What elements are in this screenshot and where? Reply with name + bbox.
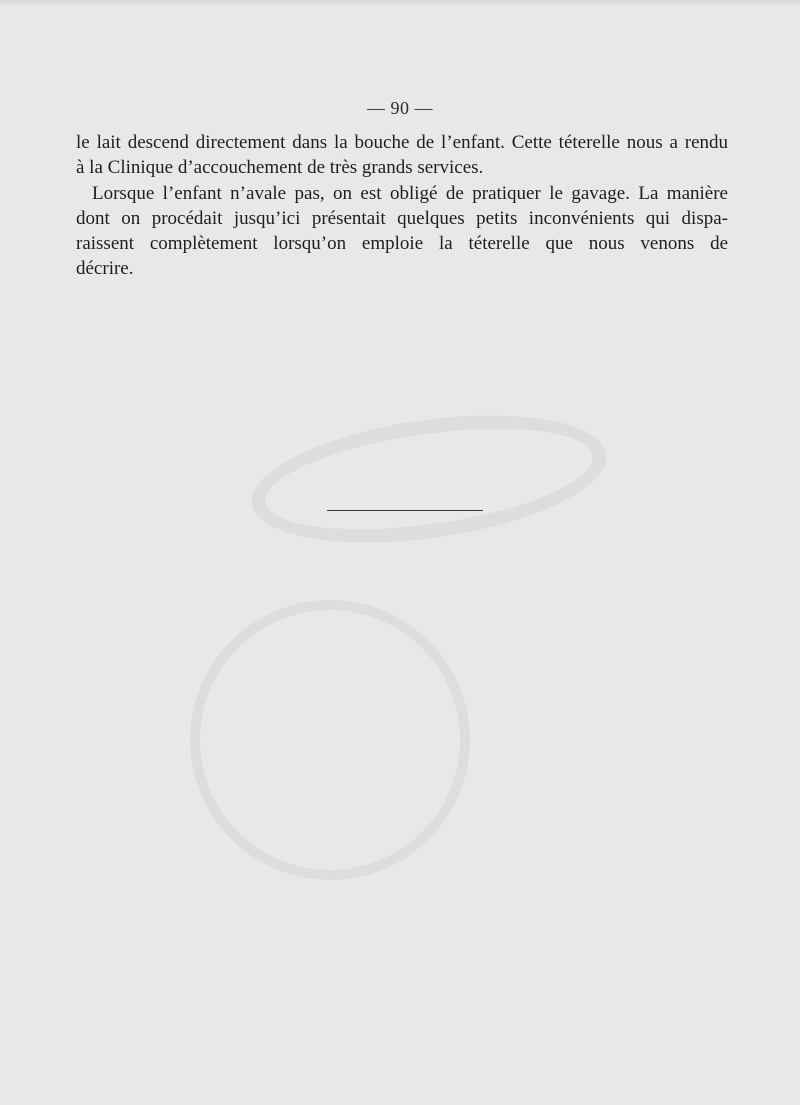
bleed-through-shape-lower <box>151 561 510 920</box>
section-divider <box>327 510 483 511</box>
page-number: — 90 — <box>367 98 433 118</box>
text-line: raissent complètement lorsqu’on emploie la téterelle que nous venons de <box>76 233 728 255</box>
text-line: décrire. <box>76 258 134 280</box>
text-line: le lait descend directement dans la bouche de l’enfant. Cette téterelle nous a rendu <box>76 132 728 153</box>
text-line: dont on procédait jusqu’ici présentait quelques petits inconvénients qui dispa- <box>76 207 728 229</box>
scan-edge <box>0 0 800 6</box>
text-line: à la Clinique d’accouchement de très grands services. <box>76 157 484 179</box>
text-line: Lorsque l’enfant n’avale pas, on est obligé de pratiquer le gavage. La manière <box>92 182 728 204</box>
body-text <box>76 130 728 282</box>
paragraph-1 <box>76 130 728 181</box>
bleed-through-shape <box>244 396 615 563</box>
paragraph-2 <box>76 181 728 282</box>
